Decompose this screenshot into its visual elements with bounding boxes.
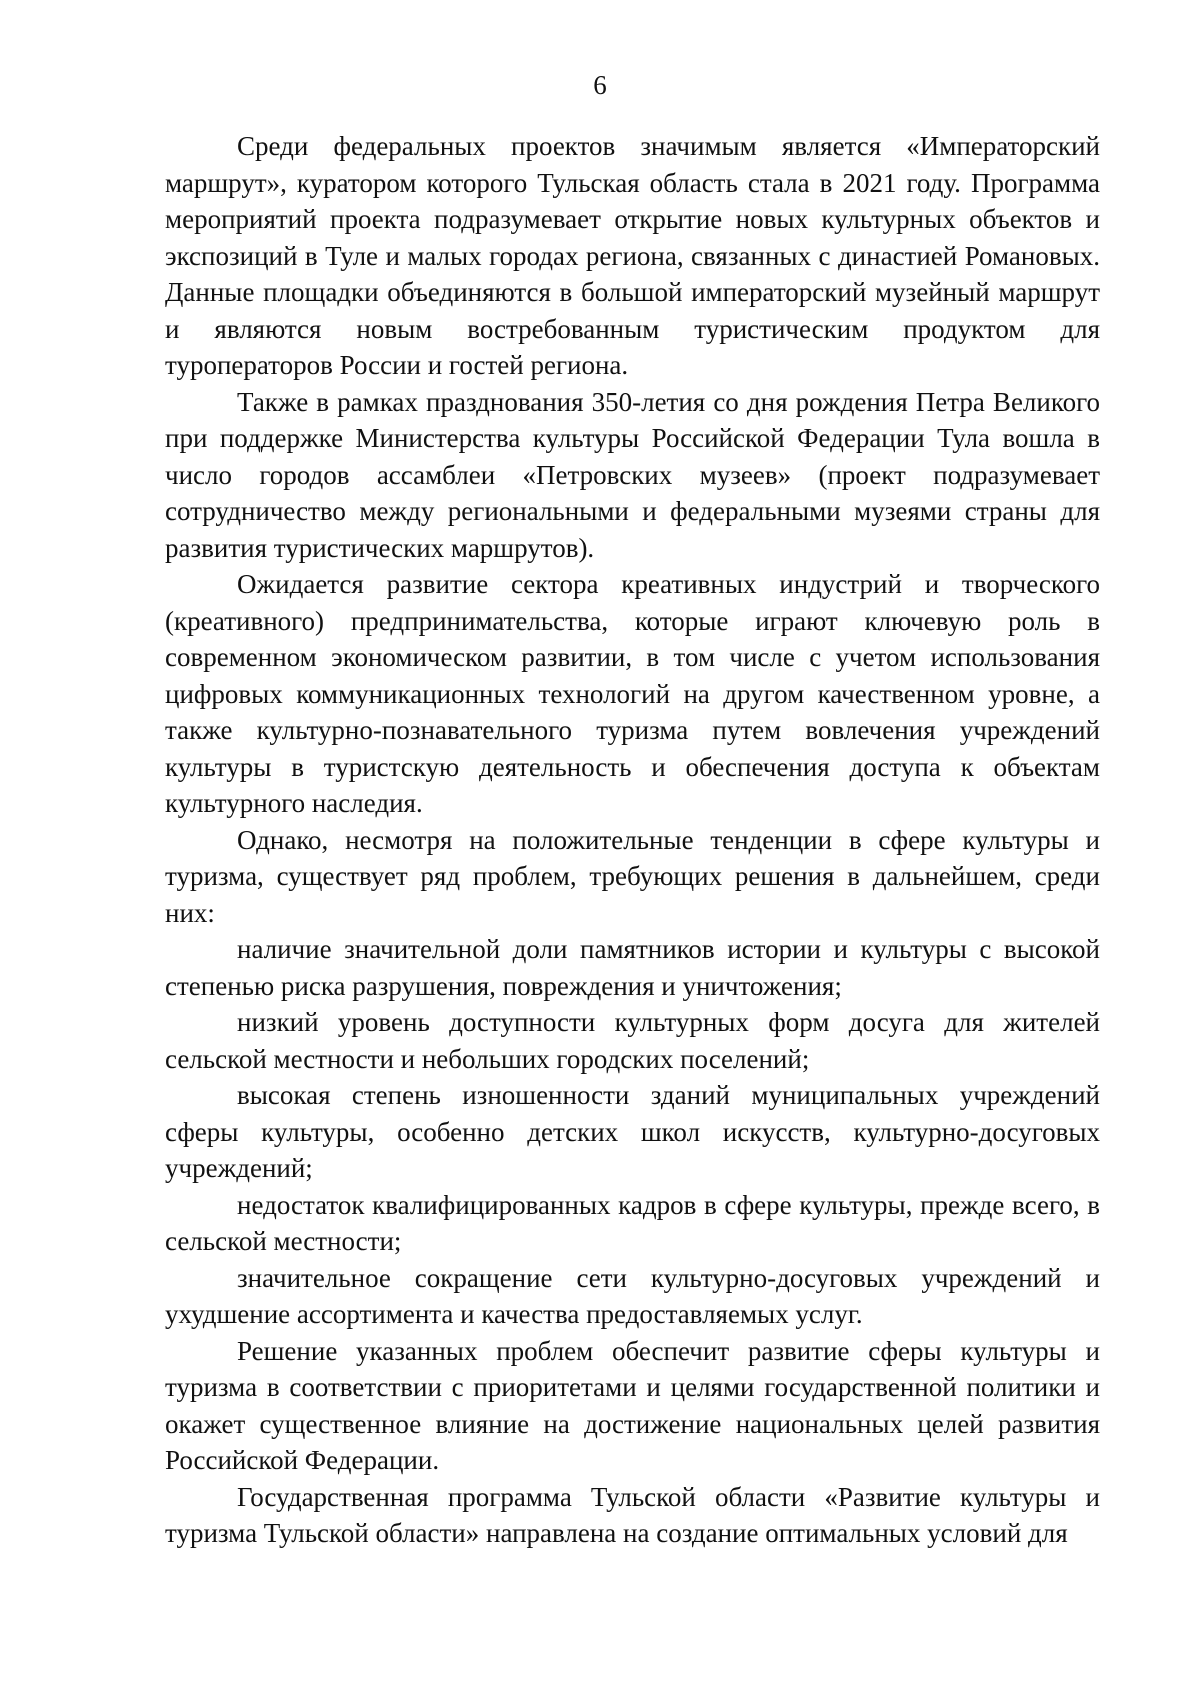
problem-item-staff-shortage: недостаток квалифицированных кадров в сфере культуры, прежде всего, в сельской местности; xyxy=(165,1189,1100,1256)
page-number: 6 xyxy=(593,70,607,100)
problem-item-monuments: наличие значительной доли памятников истории и культуры с высокой степенью риска разрушения, повреждения и уничтожения; xyxy=(165,934,1100,1001)
paragraph-peter-museums: Также в рамках празднования 350-летия со дня рождения Петра Великого при поддержке Министерства культуры Российской Федерации Тула вошла в число городов ассамблеи «Петровских музеев» (проект подразумевает сотрудничество между региональными и федеральными музеями страны для развития туристических маршрутов). xyxy=(165,386,1100,563)
problem-item-network-reduction: значительное сокращение сети культурно-досуговых учреждений и ухудшение ассортимента и качества предоставляемых услуг. xyxy=(165,1262,1100,1329)
paragraph-creative-industries: Ожидается развитие сектора креативных индустрий и творческого (креативного) предпринимательства, которые играют ключевую роль в современном экономическом развитии, в том числе с учетом использования цифровых коммуникационных технологий на другом качественном уровне, а также культурно-познавательного туризма путем вовлечения учреждений культуры в туристскую деятельность и обеспечения доступа к объектам культурного наследия. xyxy=(165,569,1100,818)
paragraph-state-program: Государственная программа Тульской области «Развитие культуры и туризма Тульской области» направлена на создание оптимальных условий для xyxy=(165,1481,1100,1548)
problem-item-accessibility: низкий уровень доступности культурных форм досуга для жителей сельской местности и небольших городских поселений; xyxy=(165,1007,1100,1074)
paragraph-problems-intro: Однако, несмотря на положительные тенденции в сфере культуры и туризма, существует ряд проблем, требующих решения в дальнейшем, среди них: xyxy=(165,824,1100,928)
paragraph-imperial-route: Среди федеральных проектов значимым является «Императорский маршрут», куратором которого Тульская область стала в 2021 году. Программа мероприятий проекта подразумевает открытие новых культурных объектов и экспозиций в Туле и малых городах региона, связанных с династией Романовых. Данные площадки объединяются в большой императорский музейный маршрут и являются новым востребованным туристическим продуктом для туроператоров России и гостей региона. xyxy=(165,131,1100,380)
paragraph-solution: Решение указанных проблем обеспечит развитие сферы культуры и туризма в соответствии с приоритетами и целями государственной политики и окажет существенное влияние на достижение национальных целей развития Российской Федерации. xyxy=(165,1335,1100,1475)
document-body xyxy=(165,128,1100,1552)
problem-item-building-wear: высокая степень изношенности зданий муниципальных учреждений сферы культуры, особенно детских школ искусств, культурно-досуговых учреждений; xyxy=(165,1080,1100,1183)
